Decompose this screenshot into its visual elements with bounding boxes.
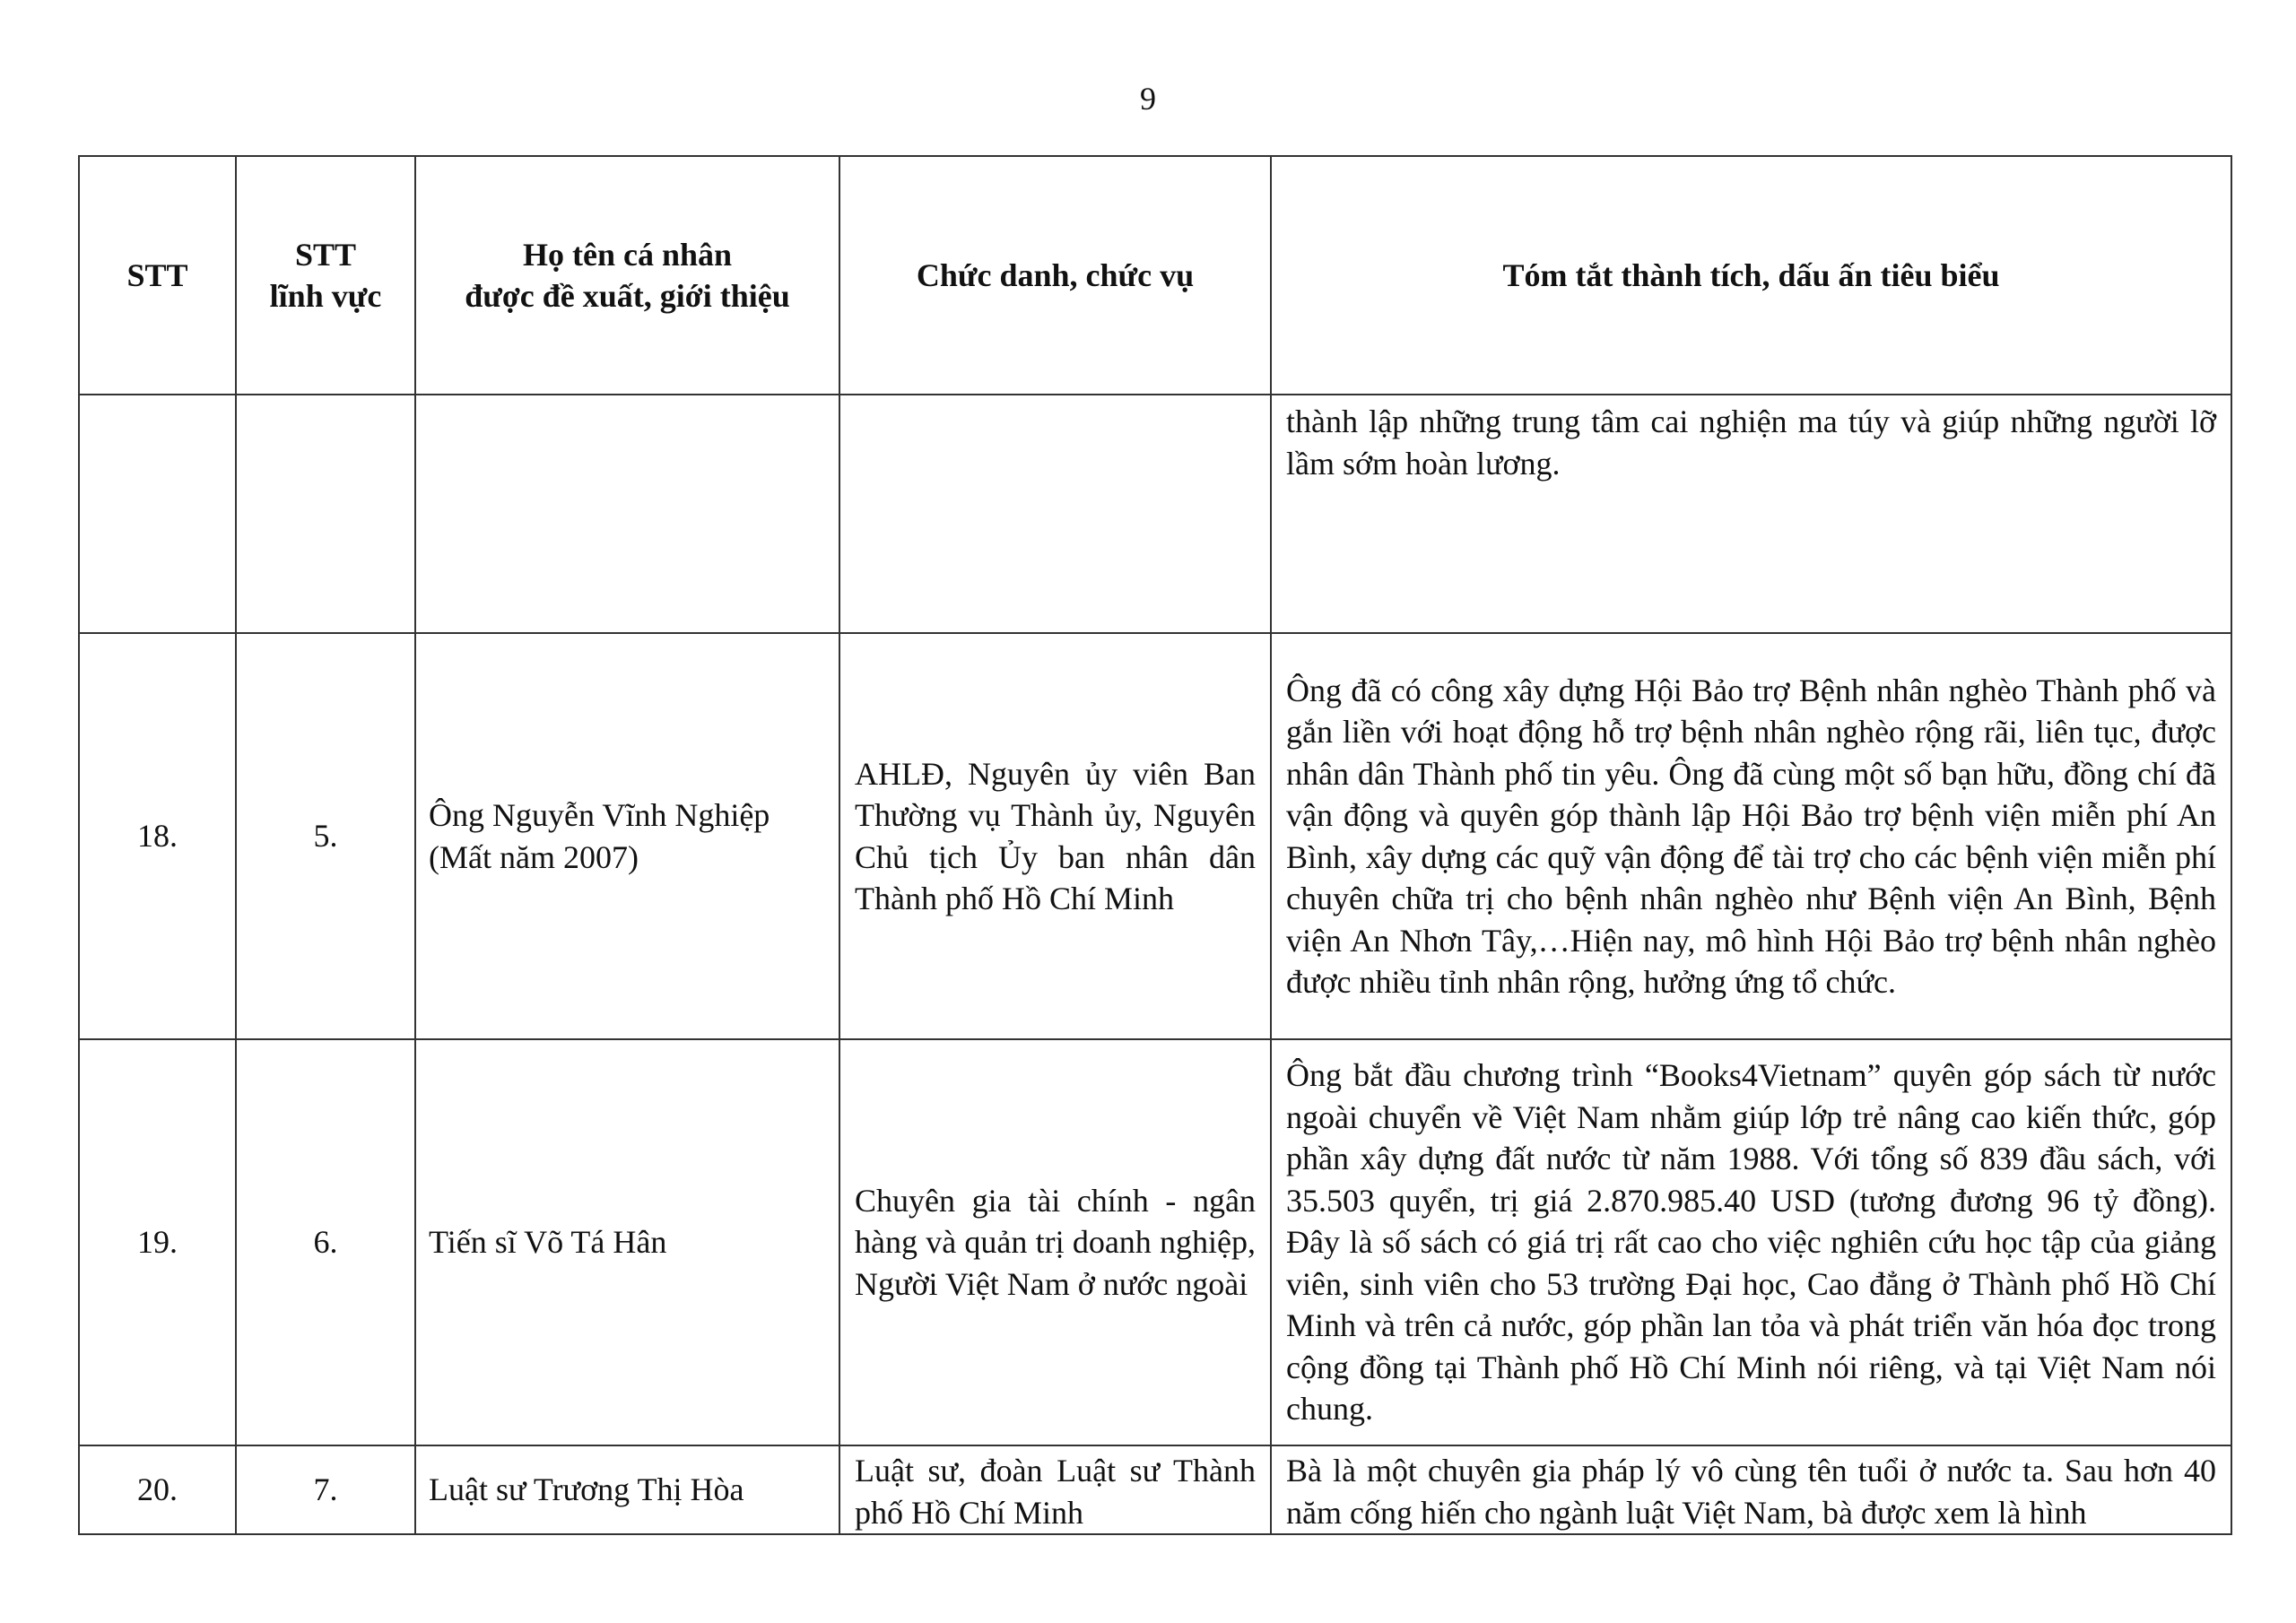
header-title-label: Chức danh, chức vụ <box>916 256 1195 293</box>
cell-stt: 20. <box>79 1445 236 1534</box>
cell-name <box>415 633 839 1039</box>
cell-name <box>415 395 839 633</box>
cell-stt-field: 7. <box>236 1445 415 1534</box>
header-summary <box>1271 156 2231 395</box>
header-name-line1: Họ tên cá nhân <box>522 236 733 273</box>
cell-summary: Bà là một chuyên gia pháp lý vô cùng tên tuổi ở nước ta. Sau hơn 40 năm cống hiến cho ngành luật Việt Nam, bà được xem là hình <box>1271 1445 2231 1534</box>
header-stt-field <box>236 156 415 395</box>
cell-stt-field: 5. <box>236 633 415 1039</box>
cell-title: AHLĐ, Nguyên ủy viên Ban Thường vụ Thành ủy, Nguyên Chủ tịch Ủy ban nhân dân Thành phố Hồ Chí Minh <box>839 633 1271 1039</box>
table-header-row <box>79 156 2231 395</box>
cell-summary: Ông bắt đầu chương trình “Books4Vietnam” quyên góp sách từ nước ngoài chuyển về Việt Nam nhằm giúp lớp trẻ nâng cao kiến thức, góp phần xây dựng đất nước từ năm 1988. Với tổng số 839 đầu sách, với 35.503 quyển, trị giá 2.870.985.40 USD (tương đương 96 tỷ đồng). Đây là số sách có giá trị rất cao cho việc nghiên cứu học tập của giảng viên, sinh viên cho 53 trường Đại học, Cao đẳng ở Thành phố Hồ Chí Minh và trên cả nước, góp phần lan tỏa và phát triển văn hóa đọc trong cộng đồng tại Thành phố Hồ Chí Minh nói riêng, và tại Việt Nam nói chung. <box>1271 1039 2231 1445</box>
header-title <box>839 156 1271 395</box>
cell-title: Luật sư, đoàn Luật sư Thành phố Hồ Chí Minh <box>839 1445 1271 1534</box>
cell-name: Luật sư Trương Thị Hòa <box>415 1445 839 1534</box>
table-row <box>79 1445 2231 1534</box>
cell-title: Chuyên gia tài chính - ngân hàng và quản trị doanh nghiệp, Người Việt Nam ở nước ngoài <box>839 1039 1271 1445</box>
table-row <box>79 395 2231 633</box>
cell-stt-field: 6. <box>236 1039 415 1445</box>
table-row <box>79 633 2231 1039</box>
cell-stt: 19. <box>79 1039 236 1445</box>
cell-summary: thành lập những trung tâm cai nghiện ma túy và giúp những người lỡ lầm sớm hoàn lương. <box>1271 395 2231 633</box>
header-summary-label: Tóm tắt thành tích, dấu ấn tiêu biểu <box>1502 256 2000 293</box>
header-stt <box>79 156 236 395</box>
cell-summary: Ông đã có công xây dựng Hội Bảo trợ Bệnh nhân nghèo Thành phố và gắn liền với hoạt động hỗ trợ bệnh nhân nghèo rộng rãi, liên tục, được nhân dân Thành phố tin yêu. Ông đã cùng một số bạn hữu, đồng chí đã vận động và quyên góp thành lập Hội Bảo trợ bệnh viện miễn phí An Bình, xây dựng các quỹ vận động để tài trợ cho các bệnh viện miễn phí chuyên chữa trị cho bệnh nhân nghèo như Bệnh viện An Bình, Bệnh viện An Nhơn Tây,…Hiện nay, mô hình Hội Bảo trợ bệnh nhân nghèo được nhiều tỉnh nhân rộng, hưởng ứng tổ chức. <box>1271 633 2231 1039</box>
nominee-table <box>78 155 2232 1535</box>
page-number: 9 <box>1140 81 1156 117</box>
header-name <box>415 156 839 395</box>
cell-stt: 18. <box>79 633 236 1039</box>
header-name-line2: được đề xuất, giới thiệu <box>465 278 790 314</box>
cell-name: Tiến sĩ Võ Tá Hân <box>415 1039 839 1445</box>
cell-stt <box>79 395 236 633</box>
header-stt-label: STT <box>126 256 188 293</box>
cell-name-line2: (Mất năm 2007) <box>429 838 639 875</box>
cell-name-line1: Ông Nguyễn Vĩnh Nghiệp <box>429 797 770 833</box>
header-stt-field-line1: STT <box>294 236 357 273</box>
cell-title <box>839 395 1271 633</box>
table-row <box>79 1039 2231 1445</box>
cell-stt-field <box>236 395 415 633</box>
header-stt-field-line2: lĩnh vực <box>269 278 382 314</box>
